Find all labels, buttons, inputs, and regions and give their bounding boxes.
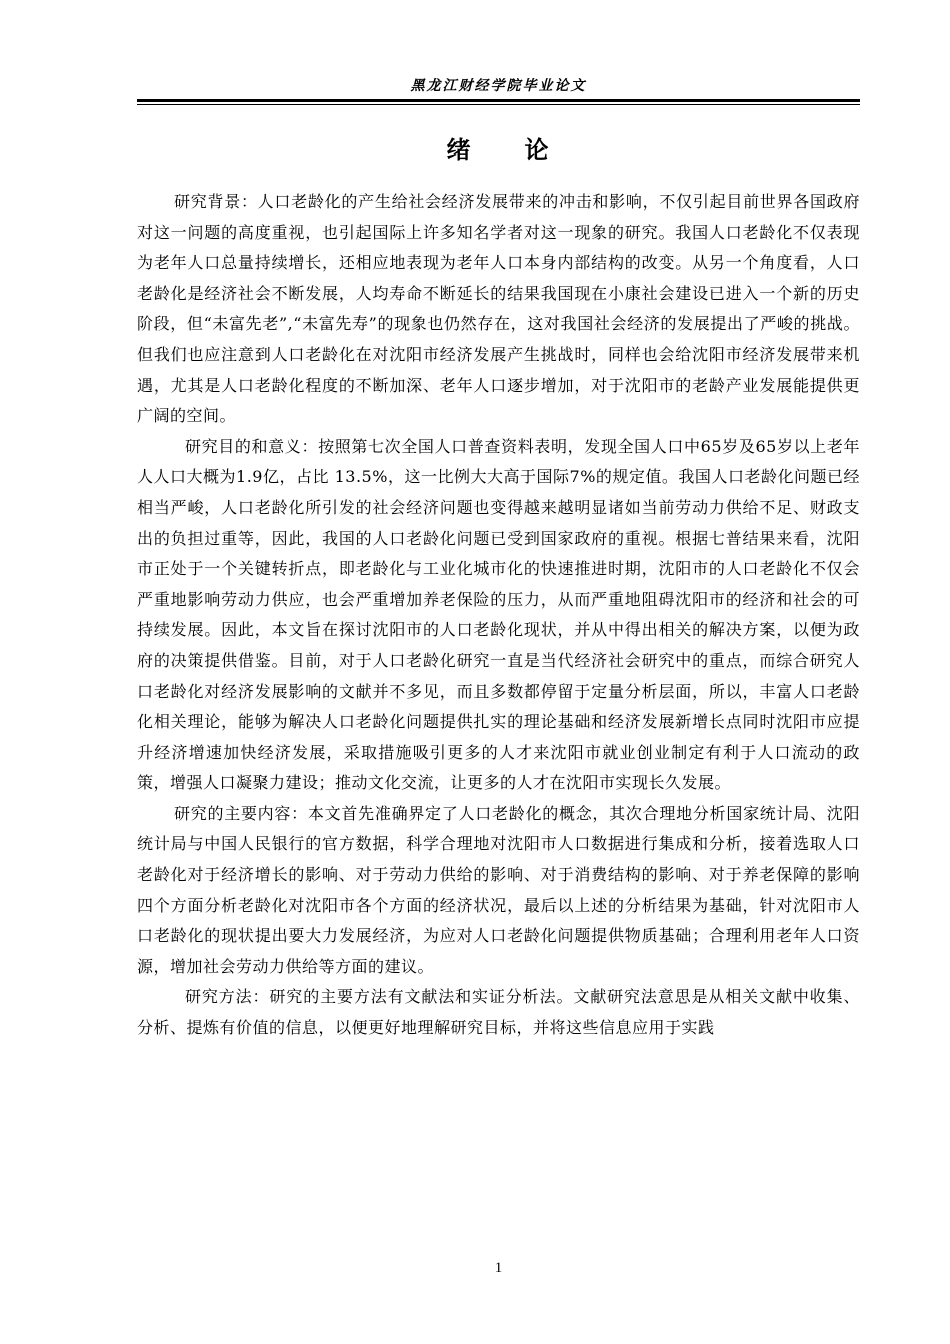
paragraph-research-methods: 研究方法：研究的主要方法有文献法和实证分析法。文献研究法意思是从相关文献中收集、分析、提炼有价值的信息，以便更好地理解研究目标，并将这些信息应用于实践 bbox=[137, 987, 860, 1038]
paragraph-research-background: 研究背景：人口老龄化的产生给社会经济发展带来的冲击和影响，不仅引起目前世界各国政府对这一问题的高度重视，也引起国际上许多知名学者对这一现象的研究。我国人口老龄化不仅表现为老年人口总量持续增长，还相应地表现为老年人口本身内部结构的改变。从另一个角度看，人口老龄化是经济社会不断发展，人均寿命不断延长的结果我国现在小康社会建设已进入一个新的历史阶段，但“未富先老”,“未富先寿”的现象也仍然存在，这对我国社会经济的发展提出了严峻的挑战。但我们也应注意到人口老龄化在对沈阳市经济发展产生挑战时，同样也会给沈阳市经济发展带来机遇，尤其是人口老龄化程度的不断加深、老年人口逐步增加，对于沈阳市的老龄产业发展能提供更广阔的空间。 bbox=[137, 192, 860, 426]
paragraph-main-content: 研究的主要内容：本文首先准确界定了人口老龄化的概念，其次合理地分析国家统计局、沈阳统计局与中国人民银行的官方数据，科学合理地对沈阳市人口数据进行集成和分析，接着选取人口老龄化对于经济增长的影响、对于劳动力供给的影响、对于消费结构的影响、对于养老保障的影响四个方面分析老龄化对沈阳市各个方面的经济状况，最后以上述的分析结果为基础，针对沈阳市人口老龄化的现状提出要大力发展经济，为应对人口老龄化问题提供物质基础；合理利用老年人口资源，增加社会劳动力供给等方面的建议。 bbox=[137, 803, 860, 976]
header-rule-thick bbox=[137, 99, 860, 102]
running-header: 黑龙江财经学院毕业论文 bbox=[410, 78, 587, 94]
page-number: 1 bbox=[494, 1260, 503, 1276]
header-rule-thin bbox=[137, 104, 860, 105]
body-text bbox=[137, 187, 860, 1044]
chapter-title: 绪 论 bbox=[446, 136, 551, 164]
paragraph-research-purpose: 研究目的和意义：按照第七次全国人口普查资料表明，发现全国人口中65岁及65岁以上老年人人口大概为1.9亿，占比 13.5%，这一比例大大高于国际7%的规定值。我国人口老龄化问题已经相当严峻，人口老龄化所引发的社会经济问题也变得越来越明显诸如当前劳动力供给不足、财政支出的负担过重等，因此，我国的人口老龄化问题已受到国家政府的重视。根据七普结果来看，沈阳市正处于一个关键转折点，即老龄化与工业化城市化的快速推进时期，沈阳市的人口老龄化不仅会严重地影响劳动力供应，也会严重增加养老保险的压力，从而严重地阻碍沈阳市的经济和社会的可持续发展。因此，本文旨在探讨沈阳市的人口老龄化现状，并从中得出相关的解决方案，以便为政府的决策提供借鉴。目前，对于人口老龄化研究一直是当代经济社会研究中的重点，而综合研究人口老龄化对经济发展影响的文献并不多见，而且多数都停留于定量分析层面，所以，丰富人口老龄化相关理论，能够为解决人口老龄化问题提供扎实的理论基础和经济发展新增长点同时沈阳市应提升经济增速加快经济发展，采取措施吸引更多的人才来沈阳市就业创业制定有利于人口流动的政策，增强人口凝聚力建设；推动文化交流，让更多的人才在沈阳市实现长久发展。 bbox=[137, 436, 860, 793]
